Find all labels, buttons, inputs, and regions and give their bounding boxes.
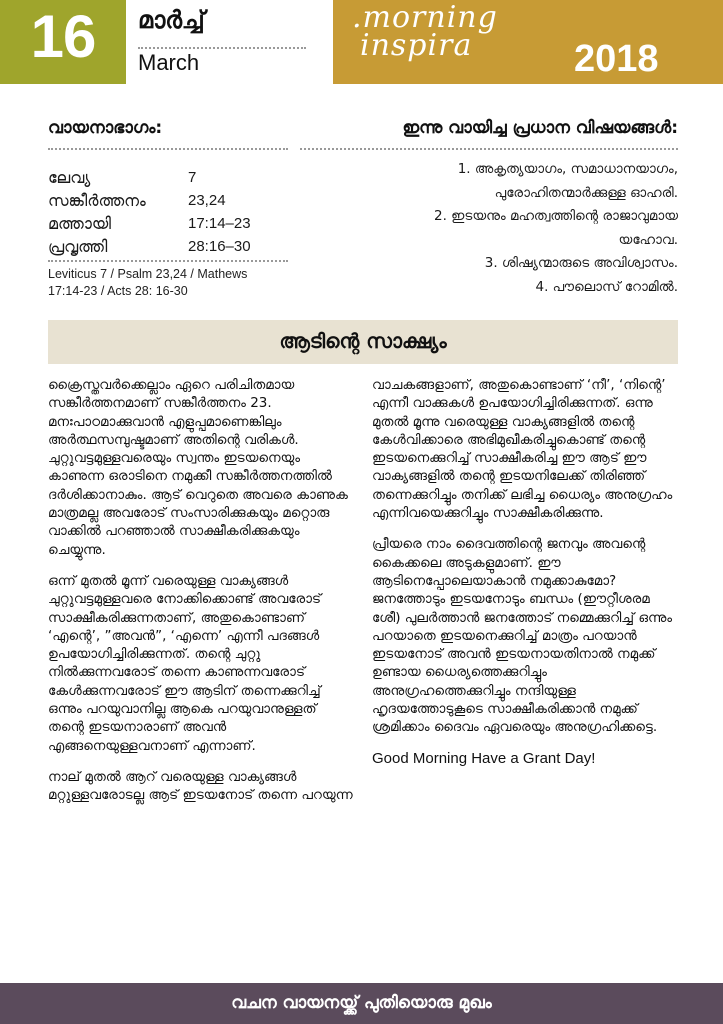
article-column-left — [48, 376, 353, 818]
reading-row — [48, 166, 288, 189]
reading-ref: 17:14–23 — [188, 215, 251, 232]
article-column-right — [372, 376, 677, 768]
reading-row — [48, 212, 288, 235]
reading-divider — [48, 148, 288, 150]
reading-list — [48, 166, 288, 258]
topics-list — [300, 158, 678, 299]
article-title: ആടിന്റെ സാക്ഷ്യം — [279, 329, 447, 353]
footer-text: വചന വായനയ്ക്ക് പുതിയൊരു മുഖം — [231, 993, 492, 1013]
reading-heading: വായനാഭാഗം: — [48, 118, 163, 138]
topic-line: 1. അകൃത്യയാഗം, സമാധാനയാഗം, — [457, 161, 678, 177]
reading-ref: 7 — [188, 169, 197, 186]
topic-line: പുരോഹിതന്മാർക്കുള്ള ഓഹരി. — [494, 184, 678, 201]
day-number: 16 — [30, 3, 96, 70]
reading-row — [48, 235, 288, 258]
month-english: March — [138, 50, 200, 75]
english-references — [48, 266, 308, 300]
article-paragraph: പ്രീയരെ നാം ദൈവത്തിന്റെ ജനവും അവന്റെ കൈക്കലെ അടുകളുമാണ്. ഈ ആടിനെപ്പോലെയാകാൻ നമുക്കാകുമോ? ജനത്തോടും ഇടയനോടും ബന്ധം (ഈറ്റീശരമ ശേീ) പുലർത്താൻ ജനത്തോട് നമ്മെക്കുറിച്ച് ഒന്നും പറയാതെ ഇടയനെക്കുറിച്ച് മാത്രം പറയാൻ ഇടയനോട് അവൻ ഇടയനായതിനാൽ നമുക്ക് ഉണ്ടായ ധൈര്യത്തെക്കുറിച്ചും അനുഗ്രഹത്തെക്കുറിച്ചും നന്ദിയുള്ള ഹൃദയത്തോടുകൂടെ സാക്ഷീകരിക്കാൻ നമുക്ക് ശ്രമിക്കാം ദൈവം ഏവരെയും അനുഗ്രഹിക്കട്ടെ. — [372, 536, 673, 736]
topic-line: യഹോവ. — [618, 231, 678, 248]
article-paragraph: നാല് മുതൽ ആറ് വരെയുള്ള വാക്യങ്ങൾ മറ്റുള്ളവരോടല്ല ആട് ഇടയനോട് തന്നെ പറയുന്ന — [48, 768, 353, 804]
topic-line: 3. ശിഷ്യന്മാരുടെ അവിശ്വാസം. — [484, 255, 678, 271]
reading-book: പ്രവൃത്തി — [48, 236, 108, 256]
date-block — [0, 0, 126, 84]
topic-line: 2. ഇടയനും മഹത്വത്തിന്റെ രാജാവുമായ — [433, 208, 678, 224]
reading-book: സങ്കീർത്തനം — [48, 190, 146, 210]
brand-line-2: inspira — [360, 28, 473, 63]
reading-ref: 28:16–30 — [188, 238, 251, 255]
year: 2018 — [574, 38, 659, 80]
footer-bar — [0, 983, 723, 1024]
brand-logo — [352, 0, 498, 63]
reading-ref: 23,24 — [188, 192, 226, 209]
month-malayalam: മാർച്ച് — [138, 6, 205, 34]
topics-heading: ഇന്നു വായിച്ച പ്രധാന വിഷയങ്ങൾ: — [402, 118, 678, 138]
article-paragraph: വാചകങ്ങളാണ്, അതുകൊണ്ടാണ് ‘നീ’, ‘നിന്റെ’ എന്നീ വാക്കുകൾ ഉപയോഗിച്ചിരിക്കുന്നത്. ഒന്നു മുതൽ മൂന്നു വരെയുള്ള വാക്യങ്ങളിൽ തന്റെ കേൾവിക്കാരെ അഭിമുഖീകരിച്ചുകൊണ്ട് തന്റെ ഇടയനെക്കുറിച്ച് സാക്ഷീകരിച്ച ഈ ആട് ഈ വാക്യങ്ങളിൽ തന്റെ ഇടയനിലേക്ക് തിരിഞ്ഞ് തന്നെക്കുറിച്ചും തനിക്ക് ലഭിച്ച ധൈര്യം അനുഗ്രഹം എന്നിവയെക്കുറിച്ചും സാക്ഷീകരിക്കുന്നു. — [372, 377, 673, 522]
article-paragraph: ഒന്ന് മുതൽ മൂന്ന് വരെയുള്ള വാക്യങ്ങൾ ചുറ്റുവട്ടമുള്ളവരെ നോക്കിക്കൊണ്ട് അവരോട് സാക്ഷീകരിക്കുന്നതാണ്, അതുകൊണ്ടാണ് ‘എന്റെ’, ”അവൻ”, ‘എന്നെ’ എന്നീ പദങ്ങൾ ഉപയോഗിച്ചിരിക്കുന്നത്. തന്റെ ചുറ്റു നിൽക്കുന്നവരോട് തന്നെ കാണുന്നവരോട് കേൾക്കുന്നവരോട് ഈ ആടിന് തന്നെക്കുറിച്ച് ഒന്നും പറയുവാനില്ല ആകെ പറയുവാനുള്ളത് തന്റെ ഇടയനാരാണ് അവൻ എങ്ങനെയുള്ളവനാണ് എന്നാണ്. — [48, 572, 322, 754]
brand-line-1: .morning — [352, 0, 498, 35]
topic-line: 4. പൗലൊസ് റോമിൽ. — [535, 278, 678, 295]
english-ref-line-2: 17:14-23 / Acts 28: 16-30 — [48, 284, 188, 298]
article-title-band — [48, 320, 678, 364]
reading-bottom-divider — [48, 260, 288, 262]
closing-greeting: Good Morning Have a Grant Day! — [372, 749, 596, 767]
english-ref-line-1: Leviticus 7 / Psalm 23,24 / Mathews — [48, 267, 248, 281]
topics-divider — [300, 148, 678, 150]
month-divider — [138, 47, 306, 49]
reading-book: മത്തായി — [48, 213, 112, 233]
article-paragraph: ക്രൈസ്തവർക്കെല്ലാം ഏറെ പരിചിതമായ സങ്കീർത്തനമാണ് സങ്കീർത്തനം 23. മനഃപാഠമാക്കുവാൻ എളുപ്പമാണെങ്കിലും അർത്ഥസമ്പുഷ്ടമാണ് അതിന്റെ വരികൾ. ചുറ്റുവട്ടമുള്ളവരെയും സ്വന്തം ഇടയനെയും കാണുന്ന ഒരാടിനെ നമുക്കീ സങ്കീർത്തനത്തിൽ ദർശിക്കാനാകും. ആട് വെറുതെ അവരെ കാണുക മാത്രമല്ല അവരോട് സംസാരിക്കുകയും മറ്റൊരു വാക്കിൽ പറഞ്ഞാൽ സാക്ഷീകരിക്കുകയും ചെയ്യുന്നു. — [48, 377, 348, 558]
reading-book: ലേവ്യ — [48, 167, 91, 187]
reading-row — [48, 189, 288, 212]
